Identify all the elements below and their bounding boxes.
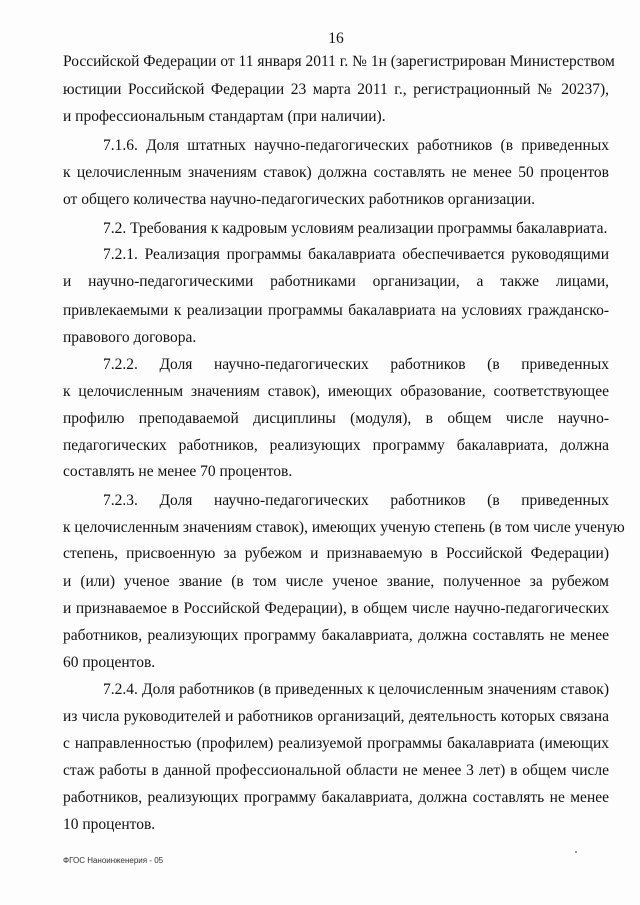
text-line: 7.2.3. Доля научно-педагогических работников (в приведенных <box>103 492 609 509</box>
text-line: составлять не менее 70 процентов. <box>63 463 293 480</box>
text-line: работников, реализующих программу бакалавриата, должна составлять не менее <box>63 789 609 806</box>
text-line: и (или) ученое звание (в том числе ученое звание, полученное за рубежом <box>63 573 609 590</box>
text-line: стаж работы в данной профессиональной области не менее 3 лет) в общем числе <box>63 762 609 779</box>
text-line: 7.2.2. Доля научно-педагогических работников (в приведенных <box>103 356 609 373</box>
text-line: 7.2.4. Доля работников (в приведенных к целочисленным значениям ставок) <box>103 681 609 698</box>
text-line: 7.2.1. Реализация программы бакалавриата обеспечивается руководящими <box>103 246 609 263</box>
text-line: из числа руководителей и работников организаций, деятельность которых связана <box>63 708 609 725</box>
text-line: и профессиональным стандартам (при наличии). <box>63 108 386 125</box>
text-line: 60 процентов. <box>63 654 156 671</box>
text-line: юстиции Российской Федерации 23 марта 2011 г., регистрационный № 20237), <box>63 81 609 98</box>
text-line: 7.1.6. Доля штатных научно-педагогических работников (в приведенных <box>103 137 609 154</box>
section-heading: 7.2. Требования к кадровым условиям реализации программы бакалавриата. <box>103 220 608 237</box>
text-line: профилю преподаваемой дисциплины (модуля), в общем числе научно- <box>63 410 609 427</box>
text-line: степень, присвоенную за рубежом и признаваемую в Российской Федерации) <box>63 545 609 562</box>
text-line: к целочисленным значениям ставок) должна составлять не менее 50 процентов <box>63 164 609 181</box>
text-line: педагогических работников, реализующих программу бакалавриата, должна <box>63 437 609 454</box>
text-line: и признаваемое в Российской Федерации), в общем числе научно-педагогических <box>63 600 609 617</box>
text-line: к целочисленным значениям ставок), имеющих ученую степень (в том числе ученую <box>63 519 625 536</box>
text-line: к целочисленным значениям ставок), имеющих образование, соответствующее <box>63 383 609 400</box>
text-line: от общего количества научно-педагогических работников организации. <box>63 191 535 208</box>
text-line: с направленностью (профилем) реализуемой программы бакалавриата (имеющих <box>63 735 609 752</box>
text-line: правового договора. <box>63 329 197 346</box>
scan-speck <box>575 851 577 853</box>
page-number: 16 <box>328 30 344 47</box>
text-line: Российской Федерации от 11 января 2011 г. № 1н (зарегистрирован Министерством <box>63 53 615 70</box>
text-line: и научно-педагогическими работниками организации, а также лицами, <box>63 273 609 290</box>
text-line: работников, реализующих программу бакалавриата, должна составлять не менее <box>63 627 609 644</box>
text-line: привлекаемыми к реализации программы бакалавриата на условиях гражданско- <box>63 302 609 319</box>
text-line: 10 процентов. <box>63 816 156 833</box>
page-footer: ФГОС Наноинженерия - 05 <box>63 856 164 865</box>
